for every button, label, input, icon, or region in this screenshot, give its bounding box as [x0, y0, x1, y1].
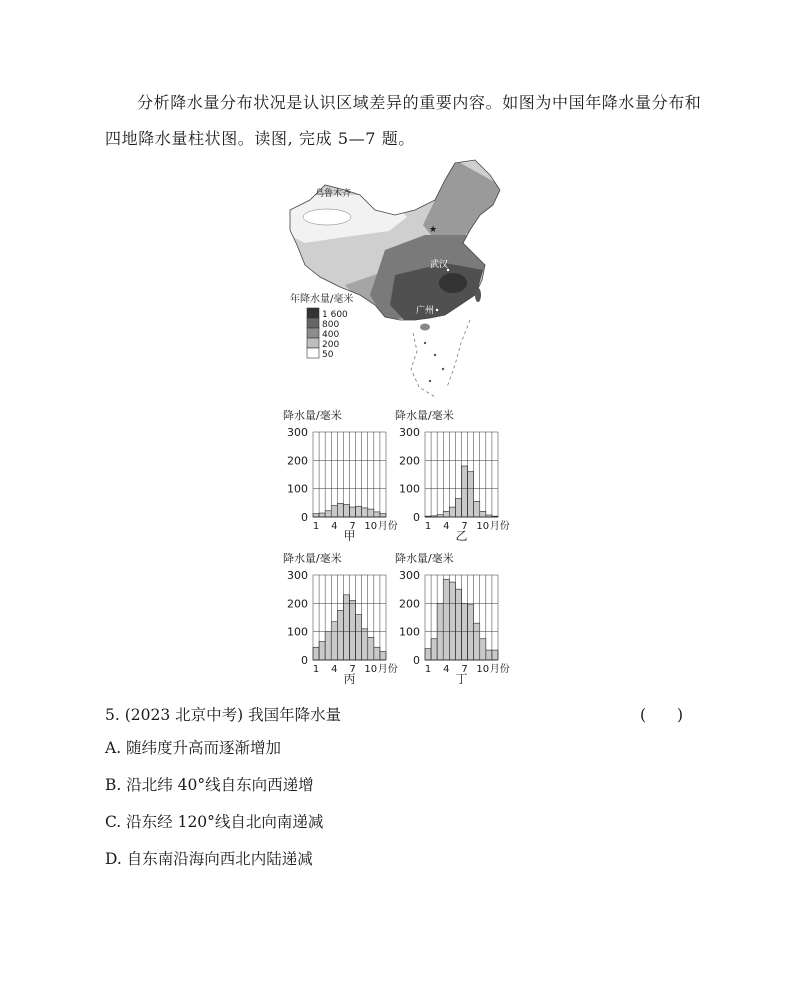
x-tick-label: 4 [443, 664, 450, 675]
legend-swatch [307, 348, 319, 358]
y-tick-label: 200 [399, 597, 420, 611]
city-label-wuhan: 武汉 [430, 260, 449, 270]
bar [462, 466, 468, 517]
chart-label: 丙 [343, 672, 356, 686]
legend-value: 50 [322, 350, 334, 360]
x-tick-label: 10 [476, 664, 490, 675]
bar [368, 509, 374, 517]
legend-swatch [307, 308, 319, 318]
bar [343, 595, 349, 660]
legend-value: 200 [322, 340, 340, 350]
bar [455, 499, 461, 517]
legend-swatch [307, 328, 319, 338]
y-axis-label: 降水量/毫米 [283, 409, 342, 422]
legend-value: 800 [322, 320, 340, 330]
city-label-guangzhou: 广州 [416, 306, 435, 316]
bar [486, 650, 492, 660]
bar [480, 639, 486, 660]
bar [319, 513, 325, 517]
y-tick-label: 100 [287, 625, 308, 639]
bar [443, 579, 449, 660]
bar [474, 623, 480, 660]
option-a[interactable]: A. 随纬度升高而逐渐增加 [105, 739, 282, 757]
legend-value: 1 600 [322, 310, 348, 320]
south-sea-island [434, 354, 436, 356]
y-tick-label: 0 [413, 654, 420, 667]
precipitation-map [285, 155, 510, 397]
x-axis-label: 月份 [377, 521, 398, 532]
map-zone-over-1600 [439, 273, 467, 293]
taiwan-island [475, 288, 481, 302]
bar [468, 472, 474, 517]
bar [380, 652, 386, 661]
legend-swatch [307, 318, 319, 328]
x-tick-label: 7 [461, 521, 468, 532]
x-axis-label: 月份 [489, 521, 510, 532]
bar [362, 629, 368, 660]
y-tick-label: 0 [301, 511, 308, 524]
bar [337, 610, 343, 660]
chart-label: 乙 [455, 529, 468, 543]
chart-label: 甲 [343, 529, 356, 543]
x-tick-label: 4 [443, 521, 450, 532]
bar [480, 511, 486, 517]
x-tick-label: 4 [331, 664, 338, 675]
bar [449, 507, 455, 517]
y-tick-label: 300 [287, 569, 308, 582]
y-tick-label: 200 [287, 597, 308, 611]
bar [474, 501, 480, 517]
bar [368, 637, 374, 660]
y-tick-label: 300 [287, 426, 308, 439]
bar [362, 508, 368, 517]
south-sea-island [442, 368, 444, 370]
bar [313, 647, 319, 660]
star-icon: ★ [429, 225, 438, 235]
south-sea-boundary [411, 333, 435, 397]
y-tick-label: 300 [399, 426, 420, 439]
option-d[interactable]: D. 自东南沿海向西北内陆递减 [105, 850, 313, 868]
chart-label: 丁 [455, 672, 468, 686]
y-tick-label: 100 [399, 625, 420, 639]
question-stem: 5. (2023 北京中考) 我国年降水量 [105, 706, 342, 724]
x-tick-label: 7 [461, 664, 468, 675]
x-tick-label: 7 [349, 521, 356, 532]
y-tick-label: 200 [287, 454, 308, 468]
legend-swatch [307, 338, 319, 348]
x-tick-label: 10 [364, 664, 378, 675]
south-sea-boundary [447, 320, 470, 387]
intro-line-1: 分析降水量分布状况是认识区域差异的重要内容。如图为中国年降水量分布和 [137, 93, 702, 112]
bar [331, 506, 337, 517]
map-zone-tarim-basin [303, 209, 351, 225]
y-axis-label: 降水量/毫米 [283, 552, 342, 565]
bar [356, 506, 362, 517]
bar [343, 505, 349, 517]
city-label-urumqi: 乌鲁木齐 [315, 189, 352, 199]
x-tick-label: 1 [424, 521, 432, 532]
option-c[interactable]: C. 沿东经 120°线自北向南递减 [105, 813, 324, 831]
bar [337, 503, 343, 517]
x-tick-label: 10 [476, 521, 490, 532]
x-axis-label: 月份 [489, 664, 510, 675]
bar [443, 511, 449, 517]
bar [425, 649, 431, 660]
x-axis-label: 月份 [377, 664, 398, 675]
south-sea-island [424, 342, 426, 344]
bar [374, 647, 380, 660]
bar [356, 615, 362, 660]
x-tick-label: 10 [364, 521, 378, 532]
hainan-island [420, 324, 430, 331]
bar [325, 511, 331, 517]
y-tick-label: 100 [287, 482, 308, 496]
y-tick-label: 300 [399, 569, 420, 582]
y-tick-label: 0 [301, 654, 308, 667]
city-marker-guangzhou [435, 308, 439, 312]
bar [431, 639, 437, 660]
precipitation-charts [283, 408, 510, 686]
bar [492, 650, 498, 660]
option-b[interactable]: B. 沿北纬 40°线自东向西递增 [105, 776, 314, 794]
bar [350, 601, 356, 661]
x-tick-label: 4 [331, 521, 338, 532]
x-tick-label: 1 [312, 521, 320, 532]
y-axis-label: 降水量/毫米 [395, 552, 454, 565]
bar [449, 582, 455, 660]
bar [350, 507, 356, 517]
y-tick-label: 100 [399, 482, 420, 496]
intro-line-2: 四地降水量柱状图。读图, 完成 5—7 题。 [105, 129, 415, 148]
bar [455, 589, 461, 660]
bar [380, 514, 386, 517]
legend-title: 年降水量/毫米 [290, 294, 354, 305]
bar [374, 512, 380, 517]
legend-items [307, 308, 348, 360]
bar [325, 632, 331, 660]
x-tick-label: 1 [424, 664, 432, 675]
south-sea-island [429, 380, 431, 382]
map-legend [290, 292, 353, 360]
y-tick-label: 200 [399, 454, 420, 468]
y-tick-label: 0 [413, 511, 420, 524]
bar [319, 642, 325, 660]
x-tick-label: 1 [312, 664, 320, 675]
legend-value: 400 [322, 330, 340, 340]
bar [468, 605, 474, 660]
bar [313, 514, 319, 517]
y-axis-label: 降水量/毫米 [395, 409, 454, 422]
x-tick-label: 7 [349, 664, 356, 675]
answer-blank[interactable]: ( ) [640, 706, 684, 724]
bar [331, 622, 337, 660]
